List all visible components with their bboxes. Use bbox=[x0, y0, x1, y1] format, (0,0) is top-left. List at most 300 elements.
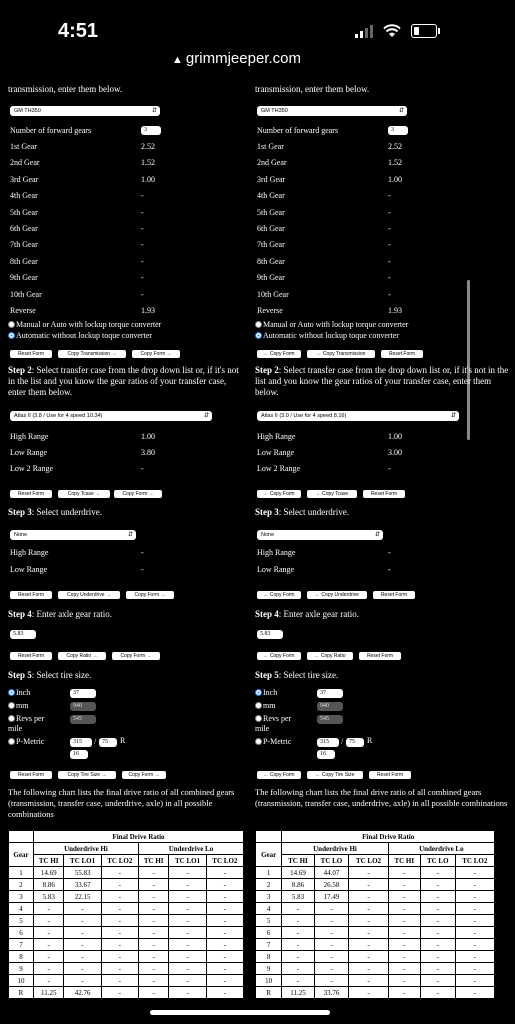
step5-description: : Select tire size. bbox=[31, 670, 92, 680]
copy-underdrive-back-button[interactable]: ← Copy Underdrive bbox=[307, 591, 367, 599]
table-row bbox=[9, 939, 244, 951]
reset-form-button[interactable]: Reset Form bbox=[359, 652, 401, 660]
tc-high-label: High Range bbox=[257, 432, 296, 441]
table-cell: - bbox=[169, 903, 206, 915]
copy-form-back-button[interactable]: ← Copy Form bbox=[257, 771, 301, 779]
copy-transmission-back-button[interactable]: ← Copy Transmission bbox=[307, 350, 375, 358]
gear-row bbox=[10, 140, 240, 154]
table-cell: - bbox=[101, 879, 138, 891]
step5-heading: Step 5 bbox=[8, 670, 32, 680]
table-cell: - bbox=[455, 903, 494, 915]
gear-value: - bbox=[141, 273, 144, 283]
table-cell: - bbox=[33, 975, 64, 987]
copy-tire-size-back-button[interactable]: ← Copy Tire Size bbox=[307, 771, 363, 779]
table-row bbox=[9, 903, 244, 915]
underdrive-select-value: None bbox=[261, 532, 275, 538]
table-cell: - bbox=[206, 939, 243, 951]
step5-heading: Step 5 bbox=[255, 670, 279, 680]
gear-header: Gear bbox=[256, 843, 282, 867]
table-row bbox=[256, 915, 495, 927]
table-cell: 14.69 bbox=[282, 867, 314, 879]
home-indicator[interactable] bbox=[150, 1010, 330, 1015]
table-row bbox=[9, 951, 244, 963]
gear-label: 1st Gear bbox=[257, 142, 284, 151]
table-cell: - bbox=[101, 903, 138, 915]
step2-text bbox=[8, 365, 244, 398]
table-row bbox=[9, 879, 244, 891]
table-corner-cell bbox=[256, 831, 282, 843]
step5-text bbox=[255, 670, 491, 681]
radio-pmetric-label: P-Metric bbox=[263, 737, 292, 746]
cellular-signal-icon bbox=[355, 24, 373, 38]
gear-value: - bbox=[388, 191, 391, 201]
table-cell: - bbox=[282, 927, 314, 939]
table-cell: 9 bbox=[9, 963, 34, 975]
gear-row bbox=[257, 222, 487, 236]
gear-row bbox=[257, 173, 487, 187]
copy-form-button[interactable]: Copy Form → bbox=[122, 771, 166, 779]
gear-label: 8th Gear bbox=[257, 256, 285, 266]
intro-text: transmission, enter them below. bbox=[8, 84, 123, 94]
table-cell: - bbox=[206, 879, 243, 891]
copy-tcase-button[interactable]: Copy Tcase → bbox=[58, 490, 110, 498]
gear-value: 1.93 bbox=[141, 306, 155, 315]
reset-form-button[interactable]: Reset Form bbox=[10, 652, 52, 660]
gear-value: 1.00 bbox=[141, 174, 155, 184]
radio-dot[interactable] bbox=[8, 715, 15, 722]
ud-low-row bbox=[10, 563, 240, 577]
table-row bbox=[256, 975, 495, 987]
transfer-case-select-value: Atlas II (3.8 / Use for 4 speed 10.34) bbox=[14, 413, 103, 419]
right-calculator bbox=[255, 82, 509, 1024]
table-group-row bbox=[9, 843, 244, 855]
gear-label: 4th Gear bbox=[10, 191, 38, 201]
table-cell: - bbox=[169, 951, 206, 963]
table-title: Final Drive Ratio bbox=[33, 831, 243, 843]
gear-label: 10th Gear bbox=[257, 289, 289, 299]
radio-revs[interactable] bbox=[8, 714, 58, 734]
table-cell: - bbox=[455, 867, 494, 879]
underdrive-hi-header: Underdrive Hi bbox=[33, 843, 138, 855]
gear-value: 1.52 bbox=[141, 158, 155, 168]
table-cell: - bbox=[349, 987, 388, 999]
table-cell: - bbox=[349, 891, 388, 903]
gear-label: 7th Gear bbox=[10, 240, 38, 250]
table-row bbox=[9, 987, 244, 999]
step4-text bbox=[255, 609, 491, 620]
table-cell: - bbox=[349, 915, 388, 927]
radio-inch-label: Inch bbox=[16, 688, 31, 697]
radio-lockup[interactable] bbox=[255, 320, 408, 330]
forward-gears-row bbox=[257, 124, 487, 138]
gear-label: 9th Gear bbox=[10, 273, 38, 283]
table-cell: - bbox=[64, 939, 101, 951]
table-cell: - bbox=[101, 891, 138, 903]
column-header: TC LO1 bbox=[64, 855, 101, 867]
underdrive-hi-header: Underdrive Hi bbox=[282, 843, 388, 855]
table-cell: - bbox=[101, 927, 138, 939]
table-cell: - bbox=[33, 963, 64, 975]
table-row bbox=[9, 963, 244, 975]
gear-label: 7th Gear bbox=[257, 240, 285, 250]
mm-input: 940 bbox=[317, 702, 343, 711]
gear-row bbox=[257, 156, 487, 170]
table-cell: - bbox=[349, 903, 388, 915]
ud-low-value: - bbox=[388, 565, 391, 574]
radio-mm-label: mm bbox=[263, 701, 276, 710]
column-header: TC HI bbox=[282, 855, 314, 867]
select-caret-icon: ⇵ bbox=[127, 532, 133, 538]
transfer-case-select[interactable] bbox=[10, 411, 212, 421]
table-cell: - bbox=[420, 879, 455, 891]
pmetric-aspect-input[interactable]: 75 bbox=[99, 738, 117, 747]
table-cell: - bbox=[314, 975, 349, 987]
step5-text bbox=[8, 670, 244, 681]
copy-form-back-button[interactable]: ← Copy Form bbox=[257, 591, 301, 599]
table-cell: 17.49 bbox=[314, 891, 349, 903]
underdrive-select-value: None bbox=[14, 532, 28, 538]
gear-value: 2.52 bbox=[388, 142, 402, 151]
table-cell: - bbox=[388, 915, 420, 927]
transfer-case-select-value: Atlas II (3.0 / Use for 4 speed 8.16) bbox=[261, 413, 347, 419]
table-cell: 33.76 bbox=[314, 987, 349, 999]
slash-separator: / bbox=[341, 737, 344, 746]
transmission-select-value: GM TH350 bbox=[14, 108, 41, 114]
inch-input[interactable]: 37 bbox=[70, 689, 96, 698]
gear-label: 1st Gear bbox=[10, 142, 37, 151]
axle-ratio-input[interactable]: 5.83 bbox=[257, 630, 283, 639]
radio-dot-selected[interactable] bbox=[255, 689, 262, 696]
reset-form-button[interactable]: Reset Form bbox=[10, 490, 52, 498]
gear-header: Gear bbox=[9, 843, 34, 867]
tc-low-row bbox=[257, 446, 487, 460]
table-cell: - bbox=[420, 915, 455, 927]
radio-revs-label: Revs per mile bbox=[255, 714, 292, 733]
tc-low-value: 3.00 bbox=[388, 448, 402, 457]
underdrive-lo-header: Underdrive Lo bbox=[388, 843, 494, 855]
table-cell: - bbox=[169, 891, 206, 903]
step3-text bbox=[255, 507, 491, 518]
table-cell: - bbox=[169, 975, 206, 987]
table-title: Final Drive Ratio bbox=[282, 831, 495, 843]
tc-low-label: Low Range bbox=[257, 448, 295, 457]
gear-label: 6th Gear bbox=[257, 224, 285, 233]
radio-inch[interactable] bbox=[8, 688, 30, 698]
axle-ratio-input[interactable]: 5.83 bbox=[10, 630, 36, 639]
table-title-row bbox=[9, 831, 244, 843]
radio-pmetric-label: P-Metric bbox=[16, 737, 45, 746]
pmetric-rim-input[interactable]: 16 bbox=[317, 750, 335, 759]
column-header: TC LO bbox=[420, 855, 455, 867]
gear-label: 3rd Gear bbox=[257, 174, 286, 184]
tc-high-label: High Range bbox=[10, 432, 49, 441]
copy-tire-size-button[interactable]: Copy Tire Size → bbox=[58, 771, 116, 779]
table-cell: 2 bbox=[256, 879, 282, 891]
forward-gears-input[interactable]: 3 bbox=[141, 126, 161, 135]
table-cell: - bbox=[101, 867, 138, 879]
copy-underdrive-button[interactable]: Copy Underdrive → bbox=[58, 591, 120, 599]
gear-row bbox=[257, 271, 487, 285]
radio-mm[interactable] bbox=[255, 701, 275, 711]
radio-revs[interactable] bbox=[255, 714, 305, 734]
underdrive-select[interactable] bbox=[10, 530, 136, 540]
gear-label: 9th Gear bbox=[257, 273, 285, 283]
table-cell: 4 bbox=[256, 903, 282, 915]
mm-input: 940 bbox=[70, 702, 96, 711]
gear-row bbox=[10, 238, 240, 252]
copy-form-back-button[interactable]: ← Copy Form bbox=[257, 652, 301, 660]
select-caret-icon: ⇵ bbox=[203, 413, 209, 419]
radio-dot[interactable] bbox=[255, 738, 262, 745]
table-cell: - bbox=[455, 987, 494, 999]
table-title-row bbox=[256, 831, 495, 843]
table-row bbox=[9, 927, 244, 939]
radio-lockup-label: Manual or Auto with lockup torque converter bbox=[16, 320, 162, 329]
radio-no-lockup[interactable] bbox=[255, 331, 399, 341]
radio-dot-selected[interactable] bbox=[255, 332, 262, 339]
table-cell: - bbox=[138, 963, 169, 975]
radio-inch-label: Inch bbox=[263, 688, 278, 697]
pmetric-r-label: R bbox=[367, 736, 373, 745]
address-bar[interactable] bbox=[0, 50, 473, 82]
radio-dot-selected[interactable] bbox=[8, 332, 15, 339]
table-cell: - bbox=[138, 891, 169, 903]
table-cell: 10 bbox=[256, 975, 282, 987]
table-cell: - bbox=[282, 975, 314, 987]
gear-label: 4th Gear bbox=[257, 191, 285, 201]
gear-value: - bbox=[388, 240, 391, 250]
gear-value: - bbox=[141, 289, 144, 299]
table-row bbox=[9, 891, 244, 903]
table-cell: - bbox=[169, 915, 206, 927]
revs-input: 545 bbox=[70, 715, 96, 724]
table-cell: - bbox=[206, 987, 243, 999]
gear-row bbox=[10, 255, 240, 269]
copy-ratio-button[interactable]: Copy Ratio → bbox=[58, 652, 106, 660]
table-cell: - bbox=[314, 963, 349, 975]
table-cell: - bbox=[282, 939, 314, 951]
step3-text bbox=[8, 507, 244, 518]
column-header: TC LO bbox=[314, 855, 349, 867]
table-cell: 6 bbox=[256, 927, 282, 939]
gear-value: - bbox=[141, 191, 144, 201]
radio-dot[interactable] bbox=[8, 321, 15, 328]
radio-dot[interactable] bbox=[8, 702, 15, 709]
gear-label: 5th Gear bbox=[257, 207, 285, 217]
revs-input: 545 bbox=[317, 715, 343, 724]
step4-heading: Step 4 bbox=[255, 609, 279, 619]
battery-icon bbox=[411, 24, 437, 38]
table-cell: - bbox=[169, 939, 206, 951]
radio-dot-selected[interactable] bbox=[8, 689, 15, 696]
table-cell: - bbox=[455, 963, 494, 975]
pmetric-aspect-input[interactable]: 75 bbox=[346, 738, 364, 747]
table-cell: 7 bbox=[9, 939, 34, 951]
step4-text bbox=[8, 609, 244, 620]
reset-form-button[interactable]: Reset Form bbox=[363, 490, 405, 498]
copy-tcase-back-button[interactable]: ← Copy Tcase bbox=[307, 490, 357, 498]
table-cell: 8 bbox=[9, 951, 34, 963]
table-cell: - bbox=[420, 903, 455, 915]
table-cell: - bbox=[455, 879, 494, 891]
reset-form-button[interactable]: Reset Form bbox=[10, 771, 52, 779]
gear-value: 1.52 bbox=[388, 158, 402, 168]
tc-low2-row bbox=[10, 462, 240, 476]
step2-heading: Step 2 bbox=[8, 365, 32, 375]
table-cell: - bbox=[388, 903, 420, 915]
table-row bbox=[9, 975, 244, 987]
radio-no-lockup-label: Automatic without lockup toque converter bbox=[263, 331, 399, 340]
inch-input[interactable]: 37 bbox=[317, 689, 343, 698]
reset-form-button[interactable]: Reset Form bbox=[10, 591, 52, 599]
status-time: 4:51 bbox=[58, 20, 99, 42]
table-cell: - bbox=[455, 891, 494, 903]
table-cell: - bbox=[206, 975, 243, 987]
reset-form-button[interactable]: Reset Form bbox=[381, 350, 423, 358]
final-drive-table bbox=[255, 830, 495, 999]
table-cell: - bbox=[349, 879, 388, 891]
gear-value: 2.52 bbox=[141, 142, 155, 151]
step2-description: : Select transfer case from the drop down list or, if it's not in the list and you know the gear ratios of your transfer case, enter them below. bbox=[255, 365, 509, 397]
table-cell: 11.25 bbox=[33, 987, 64, 999]
forward-gears-label: Number of forward gears bbox=[10, 126, 92, 135]
table-cell: 42.76 bbox=[64, 987, 101, 999]
table-cell: - bbox=[314, 915, 349, 927]
table-cell: - bbox=[349, 963, 388, 975]
radio-dot[interactable] bbox=[255, 715, 262, 722]
ud-low-value: - bbox=[141, 565, 144, 574]
transmission-select[interactable] bbox=[257, 106, 407, 116]
copy-form-back-button[interactable]: ← Copy Form bbox=[257, 490, 301, 498]
transfer-case-select[interactable] bbox=[257, 411, 459, 421]
gear-row bbox=[257, 189, 487, 203]
table-row bbox=[9, 915, 244, 927]
table-cell: - bbox=[101, 951, 138, 963]
select-caret-icon: ⇵ bbox=[374, 532, 380, 538]
table-group-row bbox=[256, 843, 495, 855]
transmission-select[interactable] bbox=[10, 106, 160, 116]
ud-low-label: Low Range bbox=[257, 565, 295, 574]
table-cell: 33.67 bbox=[64, 879, 101, 891]
select-caret-icon: ⇵ bbox=[450, 413, 456, 419]
step3-heading: Step 3 bbox=[255, 507, 279, 517]
table-cell: 3 bbox=[9, 891, 34, 903]
copy-form-button[interactable]: Copy Form → bbox=[126, 591, 174, 599]
select-caret-icon: ⇵ bbox=[398, 108, 404, 114]
step3-description: : Select underdrive. bbox=[278, 507, 349, 517]
table-cell: - bbox=[206, 927, 243, 939]
forward-gears-input[interactable]: 3 bbox=[388, 126, 408, 135]
radio-dot[interactable] bbox=[255, 321, 262, 328]
table-cell: 5.83 bbox=[33, 891, 64, 903]
radio-mm[interactable] bbox=[8, 701, 28, 711]
gear-label: 5th Gear bbox=[10, 207, 38, 217]
reset-form-button[interactable]: Reset Form bbox=[373, 591, 415, 599]
copy-ratio-back-button[interactable]: ← Copy Ratio bbox=[307, 652, 353, 660]
gear-row bbox=[10, 288, 240, 302]
radio-lockup[interactable] bbox=[8, 320, 161, 330]
tc-low2-value: - bbox=[141, 464, 144, 473]
radio-pmetric[interactable] bbox=[8, 737, 44, 747]
table-cell: - bbox=[101, 963, 138, 975]
gear-row bbox=[10, 156, 240, 170]
gear-row bbox=[257, 238, 487, 252]
radio-lockup-label: Manual or Auto with lockup torque converter bbox=[263, 320, 409, 329]
table-row bbox=[256, 963, 495, 975]
reset-form-button[interactable]: Reset Form bbox=[369, 771, 411, 779]
table-cell: - bbox=[349, 927, 388, 939]
table-cell: - bbox=[206, 867, 243, 879]
step4-description: : Enter axle gear ratio. bbox=[31, 609, 112, 619]
copy-transmission-button[interactable]: Copy Transmission → bbox=[58, 350, 126, 358]
pmetric-width-input[interactable]: 315 bbox=[70, 738, 92, 747]
pmetric-rim-input[interactable]: 16 bbox=[70, 750, 88, 759]
ud-high-value: - bbox=[141, 548, 144, 557]
gear-value: - bbox=[388, 224, 391, 233]
table-cell: - bbox=[455, 975, 494, 987]
table-cell: 4 bbox=[9, 903, 34, 915]
underdrive-select[interactable] bbox=[257, 530, 383, 540]
pmetric-width-input[interactable]: 315 bbox=[317, 738, 339, 747]
step5-description: : Select tire size. bbox=[278, 670, 339, 680]
table-row bbox=[256, 903, 495, 915]
ud-high-row bbox=[10, 546, 240, 560]
table-cell: - bbox=[101, 987, 138, 999]
summary-text: The following chart lists the final drive ratio of all combined gears (transmission, transfer case, underdrive, axle) in all possible combinations bbox=[255, 787, 508, 808]
table-cell: - bbox=[455, 927, 494, 939]
table-cell: 2 bbox=[9, 879, 34, 891]
gear-label: 2nd Gear bbox=[10, 158, 40, 168]
table-cell: - bbox=[33, 903, 64, 915]
table-cell: - bbox=[138, 951, 169, 963]
radio-pmetric[interactable] bbox=[255, 737, 291, 747]
copy-form-button[interactable]: Copy Form → bbox=[114, 490, 162, 498]
gear-row bbox=[257, 304, 487, 318]
table-cell: 9 bbox=[256, 963, 282, 975]
table-cell: - bbox=[101, 939, 138, 951]
table-cell: 44.07 bbox=[314, 867, 349, 879]
gear-label: 2nd Gear bbox=[257, 158, 287, 168]
radio-dot[interactable] bbox=[255, 702, 262, 709]
radio-dot[interactable] bbox=[8, 738, 15, 745]
status-icons bbox=[355, 24, 437, 38]
left-calculator bbox=[8, 82, 244, 1024]
copy-form-back-button[interactable]: ← Copy Form bbox=[257, 350, 301, 358]
gear-value: - bbox=[388, 273, 391, 283]
step4-heading: Step 4 bbox=[8, 609, 32, 619]
table-cell: R bbox=[256, 987, 282, 999]
table-cell: - bbox=[282, 903, 314, 915]
reset-form-button[interactable]: Reset Form bbox=[10, 350, 52, 358]
radio-no-lockup[interactable] bbox=[8, 331, 152, 341]
ud-high-label: High Range bbox=[10, 548, 49, 557]
step3-heading: Step 3 bbox=[8, 507, 32, 517]
table-cell: - bbox=[349, 939, 388, 951]
table-cell: - bbox=[33, 939, 64, 951]
table-cell: - bbox=[64, 975, 101, 987]
gear-label: 8th Gear bbox=[10, 256, 38, 266]
copy-form-button[interactable]: Copy Form → bbox=[112, 652, 160, 660]
tc-low-row bbox=[10, 446, 240, 460]
gear-row bbox=[10, 271, 240, 285]
copy-form-button[interactable]: Copy Form → bbox=[132, 350, 180, 358]
radio-inch[interactable] bbox=[255, 688, 277, 698]
table-column-row bbox=[9, 855, 244, 867]
step3-description: : Select underdrive. bbox=[31, 507, 102, 517]
gear-row bbox=[257, 288, 487, 302]
table-cell: - bbox=[388, 987, 420, 999]
gear-value: - bbox=[388, 289, 391, 299]
